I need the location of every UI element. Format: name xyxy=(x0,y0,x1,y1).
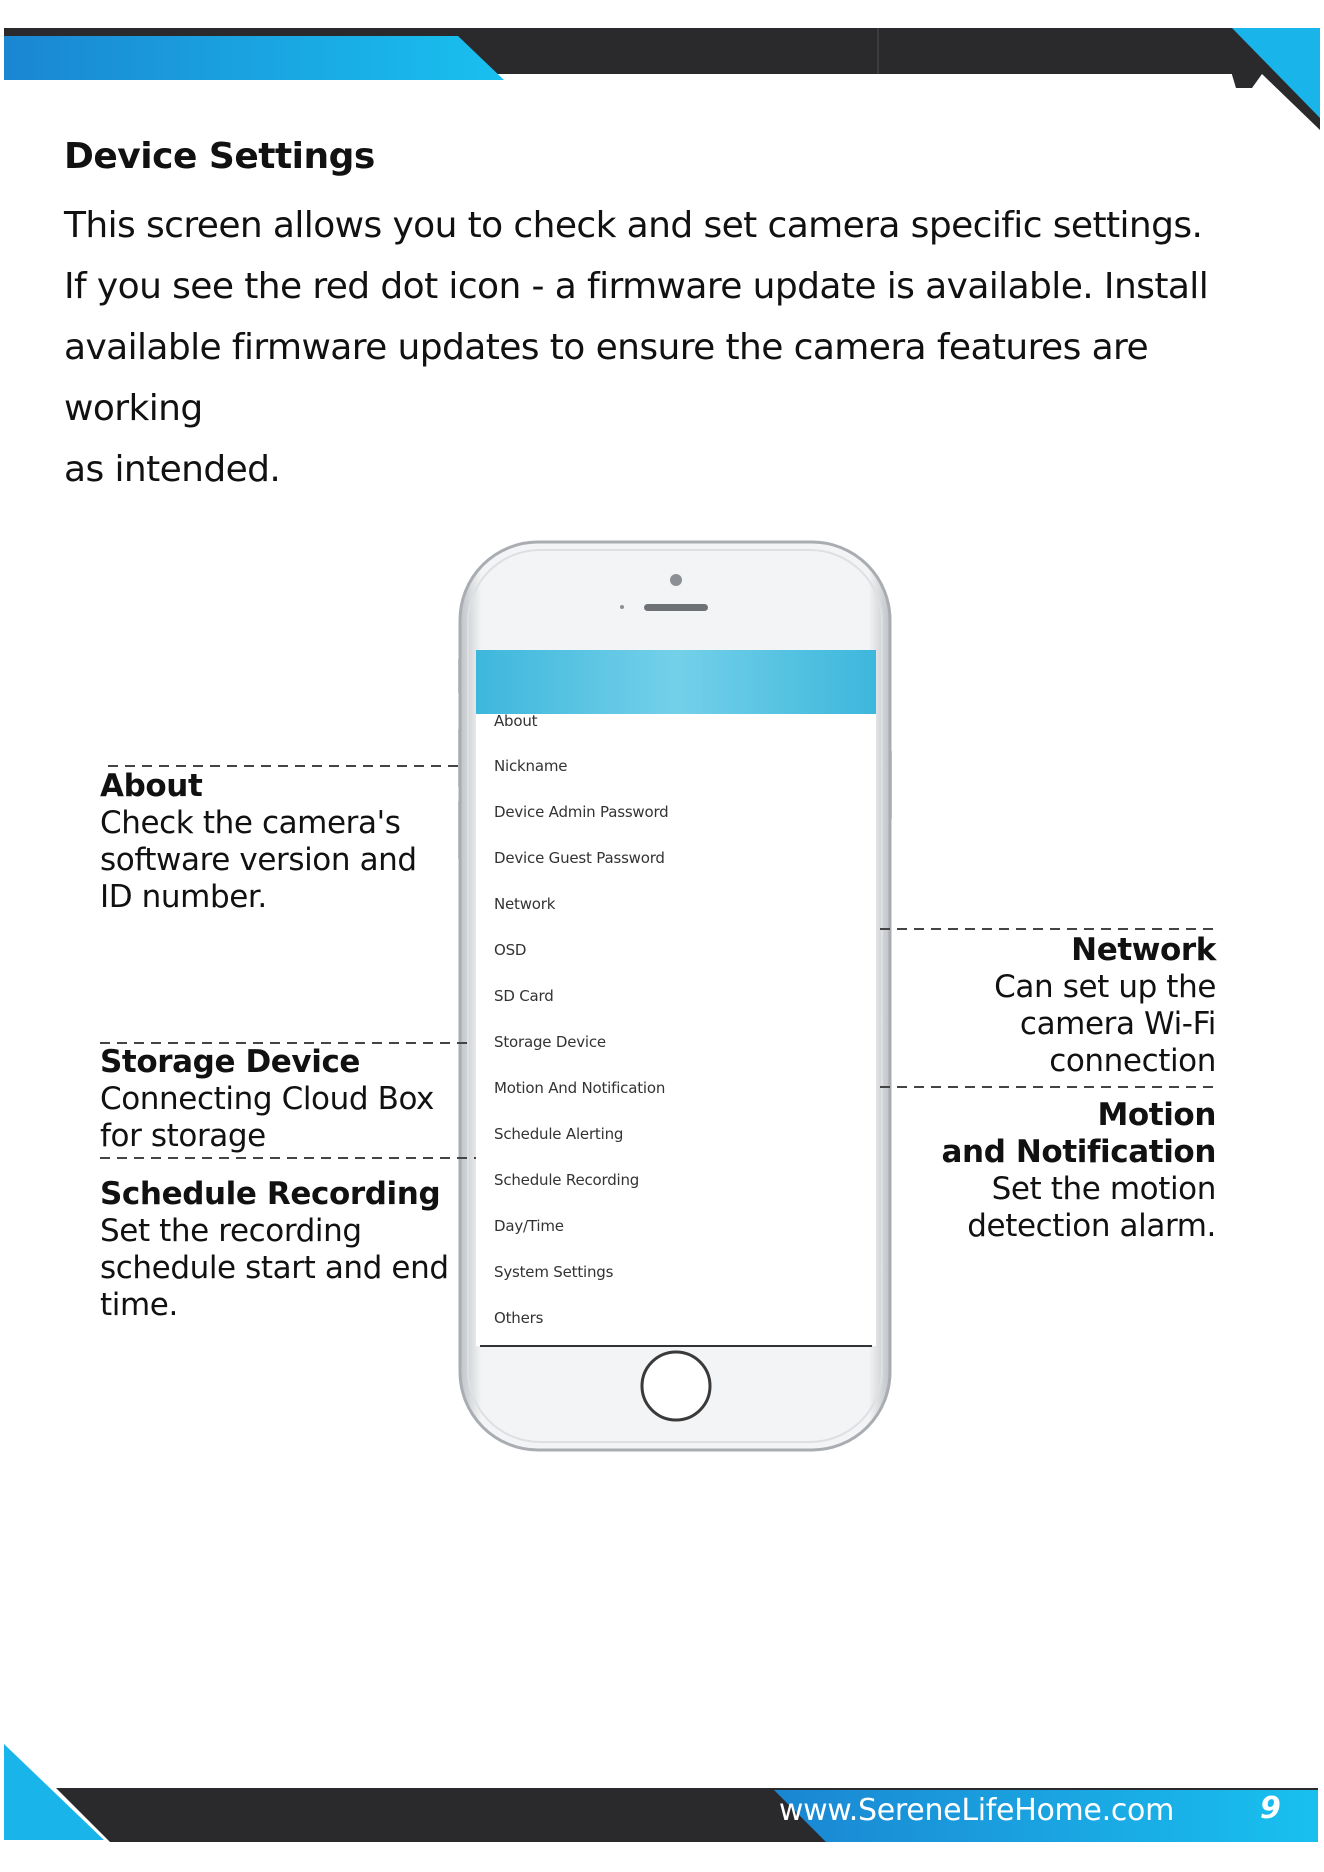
callout-line: time. xyxy=(100,1287,178,1323)
intro-line: If you see the red dot icon - a firmware update is available. Install xyxy=(64,266,1209,307)
menu-item-osd: OSD xyxy=(494,941,527,959)
menu-item-day-time: Day/Time xyxy=(494,1217,564,1235)
menu-item-schedule-recording: Schedule Recording xyxy=(494,1171,640,1189)
callout-title: About xyxy=(100,768,203,804)
callout-line: Set the recording xyxy=(100,1213,362,1249)
callout-line: Set the motion xyxy=(991,1171,1216,1207)
callout-title: Motion xyxy=(1097,1097,1216,1133)
callout-line: software version and xyxy=(100,842,417,878)
menu-item-schedule-alerting: Schedule Alerting xyxy=(494,1125,624,1143)
callout-line: connection xyxy=(1049,1043,1216,1079)
callout-title: Storage Device xyxy=(100,1044,361,1080)
top-banner xyxy=(4,28,1320,130)
callout-line: detection alarm. xyxy=(967,1208,1216,1244)
intro-line: available firmware updates to ensure the camera features are working xyxy=(64,327,1149,429)
callout-line: Can set up the xyxy=(994,969,1216,1005)
menu-item-network: Network xyxy=(494,895,556,913)
menu-item-storage-device: Storage Device xyxy=(494,1033,606,1051)
callout-title: and Notification xyxy=(941,1134,1216,1170)
callout-line: camera Wi-Fi xyxy=(1019,1006,1216,1042)
footer-website-link[interactable]: www.SereneLifeHome.com xyxy=(778,1793,1174,1828)
menu-item-motion-notification: Motion And Notification xyxy=(494,1079,666,1097)
callout-storage-device xyxy=(100,1044,480,1155)
menu-item-system-settings: System Settings xyxy=(494,1263,614,1281)
callout-line: Connecting Cloud Box xyxy=(100,1081,434,1117)
callout-line: for storage xyxy=(100,1118,266,1154)
callout-title: Network xyxy=(1071,932,1216,968)
callout-line: ID number. xyxy=(100,879,267,915)
callout-about xyxy=(100,768,460,916)
menu-item-sd-card: SD Card xyxy=(494,987,554,1005)
page-heading: Device Settings xyxy=(64,136,375,177)
intro-line: This screen allows you to check and set camera specific settings. xyxy=(64,205,1203,246)
menu-item-others: Others xyxy=(494,1309,544,1327)
menu-item-about: About xyxy=(494,712,538,730)
callout-title: Schedule Recording xyxy=(100,1176,441,1212)
menu-item-admin-password: Device Admin Password xyxy=(494,803,669,821)
callout-line: schedule start and end xyxy=(100,1250,449,1286)
callout-schedule-recording xyxy=(100,1176,480,1324)
menu-item-nickname: Nickname xyxy=(494,757,568,775)
intro-line: as intended. xyxy=(64,449,281,490)
callout-line: Check the camera's xyxy=(100,805,401,841)
page-number: 9 xyxy=(1260,1791,1281,1826)
callout-motion-notification xyxy=(880,1097,1216,1245)
intro-text xyxy=(64,195,1264,500)
callout-network xyxy=(880,932,1216,1080)
menu-item-guest-password: Device Guest Password xyxy=(494,849,665,867)
